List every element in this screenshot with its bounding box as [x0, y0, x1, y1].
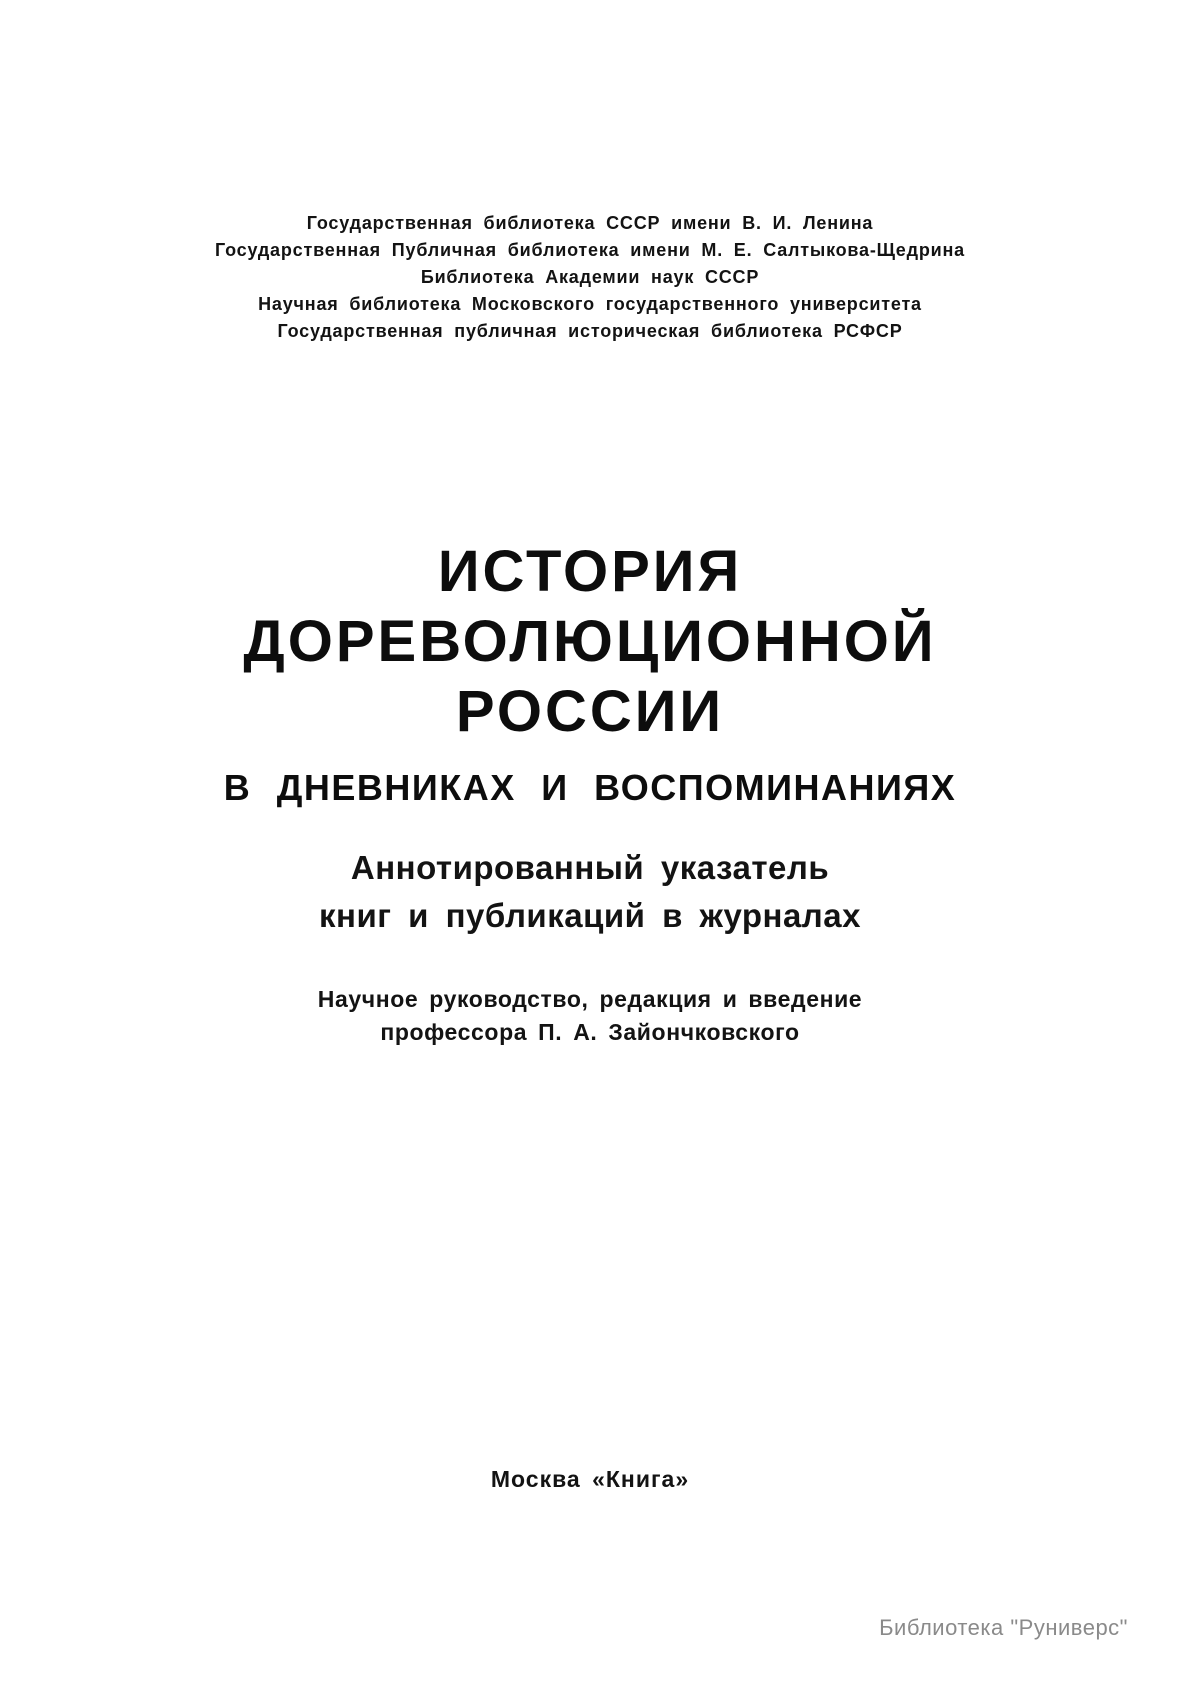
library-line-1: Государственная библиотека СССР имени В. И. Ленина	[306, 213, 874, 233]
credits-line-2: профессора П. А. Зайончковского	[380, 1019, 800, 1045]
book-subtitle	[0, 844, 1180, 940]
book-title	[0, 537, 1180, 747]
editor-credits	[0, 983, 1180, 1049]
book-title-line-1: ИСТОРИЯ	[437, 539, 743, 604]
credits-line-1: Научное руководство, редакция и введение	[317, 986, 863, 1012]
library-line-3: Библиотека Академии наук СССР	[420, 267, 760, 287]
imprint-line: Москва «Книга»	[490, 1466, 690, 1492]
book-title-subline	[0, 766, 1180, 810]
runivers-watermark: Библиотека "Руниверс"	[879, 1615, 1128, 1640]
library-line-4: Научная библиотека Московского государственного университета	[258, 294, 922, 314]
library-line-5: Государственная публичная историческая библиотека РСФСР	[277, 321, 903, 341]
library-line-2: Государственная Публичная библиотека имени М. Е. Салтыкова-Щедрина	[214, 240, 965, 260]
subtitle-line-1: Аннотированный указатель	[350, 849, 830, 886]
subtitle-line-2: книг и публикаций в журналах	[319, 897, 861, 934]
publisher-imprint	[0, 1468, 1180, 1491]
book-title-line-3: РОССИИ	[455, 679, 725, 744]
book-title-line-2: ДОРЕВОЛЮЦИОННОЙ	[243, 609, 937, 674]
issuing-libraries-block	[0, 210, 1180, 345]
book-title-line-4: В ДНЕВНИКАХ И ВОСПОМИНАНИЯХ	[223, 767, 957, 808]
